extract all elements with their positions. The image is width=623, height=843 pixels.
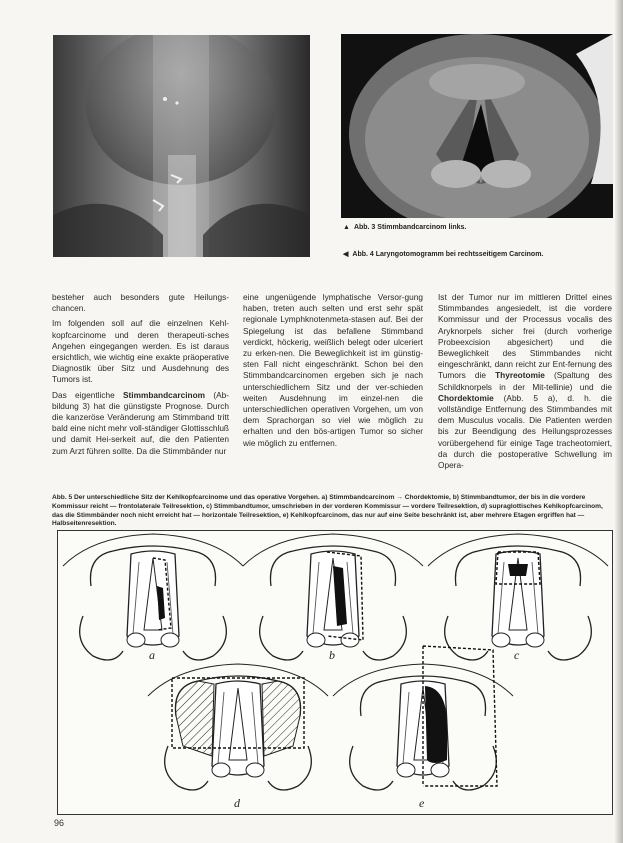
larynx-diagrams [58,531,612,814]
triangle-left-icon: ◀ [343,251,349,258]
xray-image [53,35,310,257]
label-d: d [234,796,240,810]
diagram-a [63,534,243,660]
paragraph: Im folgenden soll auf die einzelnen Kehl-kopfcarcinome und deren therapeuti-sches Angehen eingegangen werden. Es ist daraus ersichtlich, wie wichtig eine exakte präoperative Diagnostik über Sitz und Ausdehnung des Tumors ist. [52,318,229,385]
diagram-d [148,664,328,790]
figure-5-caption: Abb. 5 Der unterschiedliche Sitz der Kehlkopfcarcinome und das operative Vorgehen. a) Stimmbandcarcinom → Chordektomie, b) Stimmbandtumor, der bis in die vordere Kommissur reicht — frontolaterale Teilresektion, c) Stimmbandtumor, umschrieben in der vorderen Kommissur — vordere Teilresektion, d) supraglottisches Kehlkopfcarcinom, das die Stimmbänder noch nicht erreicht hat — horizontale Teilresektion, e) Kehlkopfcarcinom, das nur auf eine Seite beschränkt ist, aber mehrere Etagen ergriffen hat — Halbseitenresektion. [52,494,603,528]
diagram-e [333,646,513,790]
paragraph: Das eigentliche Stimmbandcarcinom (Ab-bildung 3) hat die günstigste Prognose. Durch die kanzeröse Veränderung am Stimmband tritt bald eine nicht mehr voll-ständiger Glottisschluß und damit Hei-serkeit auf, die den Patienten zum Arzt führen sollte. Da die Stimmbänder nur [52,389,229,456]
figure-5-diagram-panel [57,530,613,815]
page-number: 96 [54,818,65,828]
paragraph: Ist der Tumor nur im mittleren Drittel eines Stimmbandes angesiedelt, ist die vordere Kommissur und der Processus vocalis des Aryknorpels sicher frei (durch vorherige Probeexcision abgesichert) und die Beweglichkeit des Stimmbandes nicht eingeschränkt, dann reicht zur Ent-fernung des Tumors die Thyreotomie (Spaltung des Schildknorpels in der Mit-tellinie) und die Chordektomie (Abb. 5 a), d. h. die vollständige Entfernung des Stimmbandes mit dem Musculus vocalis. Die Patienten werden bis zur Beendigung des Heilungsprozesses vorübergehend für einige Tage tracheotomiert, da durch die postoperative Schwellung im Opera- [438,292,612,471]
caption-fig4: ◀ Abb. 4 Laryngotomogramm bei rechtsseitigem Carcinom. [343,251,544,258]
paragraph: eine ungenügende lymphatische Versor-gung haben, treten auch selten und erst sehr spät regionale Lymphknotenmeta-stasen auf. Bei der Spiegelung ist das befallene Stimmband verdickt, höckerig, weißlich belegt oder ulceriert zu erken-nen. Die Beweglichkeit ist im günstig-sten Fall nicht eingeschränkt. Schon bei den Stimmbandcarcinomen ergeben sich je nach unterschiedlichem Sitz und der ver-schieden weiten Ausdehnung im einzel-nen die unterschiedlichen operativen Vorgehen, um von dem Sprachorgan so viel wie möglich zu erhalten und den bös-artigen Tumor so sicher wie möglich zu entfernen. [243,292,423,448]
triangle-up-icon: ▲ [343,224,350,231]
larynx-view-illustration [341,34,613,218]
label-e: e [419,796,425,810]
text-column-2 [243,292,423,453]
label-c: c [514,648,520,662]
page-edge-shadow [615,0,623,843]
xray-neck-illustration [53,35,310,257]
label-b: b [329,648,335,662]
diagram-c [428,534,608,660]
laryngoscopy-image [341,34,613,218]
label-a: a [149,648,155,662]
text-column-1 [52,292,229,461]
text-column-3 [438,292,612,475]
diagram-b [243,534,423,660]
caption-fig3: ▲ Abb. 3 Stimmbandcarcinom links. [343,224,467,231]
paragraph: besteher auch besonders gute Heilungs-chancen. [52,292,229,314]
